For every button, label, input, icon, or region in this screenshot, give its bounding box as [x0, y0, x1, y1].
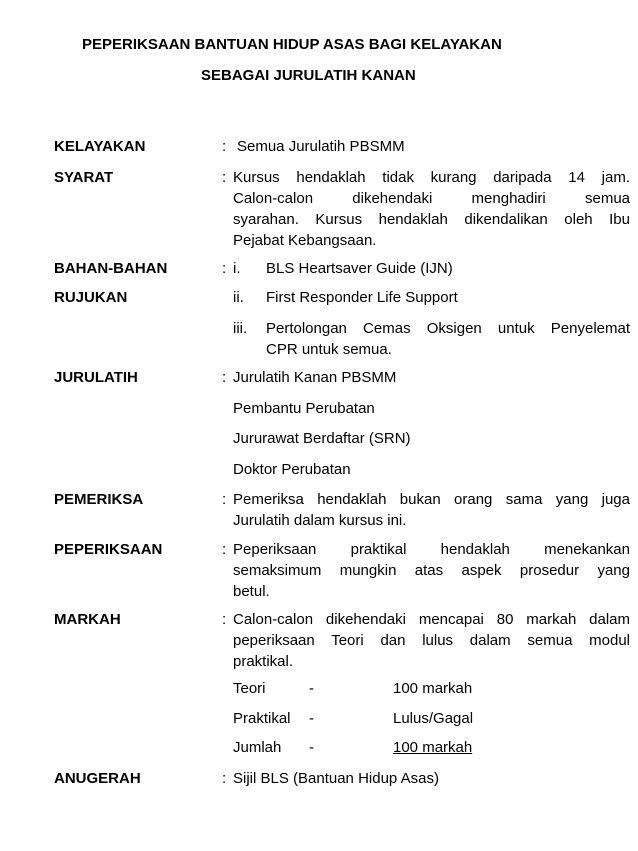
- bahan-item-text: First Responder Life Support: [266, 289, 458, 306]
- peperiksaan-line-2: semaksimum mungkin atas aspek prosedur yang: [233, 562, 630, 579]
- colon-kelayakan: :: [222, 138, 227, 155]
- colon-syarat: :: [222, 169, 227, 186]
- colon-peperiksaan: :: [222, 541, 227, 558]
- colon-markah: :: [222, 611, 227, 628]
- label-syarat: SYARAT: [54, 169, 114, 186]
- value-syarat: [233, 167, 630, 251]
- value-anugerah: Sijil BLS (Bantuan Hidup Asas): [233, 770, 439, 787]
- markah-line-3: praktikal.: [233, 653, 294, 670]
- markah-row-name: Teori: [233, 680, 266, 697]
- markah-total-value: 100 markah: [393, 739, 473, 756]
- label-pemeriksa: PEMERIKSA: [54, 491, 144, 508]
- document-title-line-1: PEPERIKSAAN BANTUAN HIDUP ASAS BAGI KELAYAKAN: [82, 36, 502, 53]
- peperiksaan-line-1: Peperiksaan praktikal hendaklah menekankan: [233, 541, 630, 558]
- pemeriksa-line-1: Pemeriksa hendaklah bukan orang sama yang juga: [233, 491, 630, 508]
- jurulatih-item: Pembantu Perubatan: [233, 400, 375, 417]
- bahan-item-line: Pertolongan Cemas Oksigen untuk Penyelemat: [266, 320, 630, 337]
- syarat-line-3: syarahan. Kursus hendaklah dikendalikan oleh Ibu: [233, 211, 630, 228]
- syarat-line-1: Kursus hendaklah tidak kurang daripada 14 jam.: [233, 169, 630, 186]
- syarat-line-4: Pejabat Kebangsaan.: [233, 232, 377, 249]
- colon-pemeriksa: :: [222, 491, 227, 508]
- colon-jurulatih: :: [222, 369, 227, 386]
- syarat-line-2: Calon-calon dikehendaki menghadiri semua: [233, 190, 630, 207]
- value-kelayakan: Semua Jurulatih PBSMM: [237, 138, 405, 155]
- value-pemeriksa: [233, 489, 630, 531]
- markah-line-2: peperiksaan Teori dan lulus dalam semua modul: [233, 632, 630, 649]
- markah-line-1: Calon-calon dikehendaki mencapai 80 markah dalam: [233, 611, 630, 628]
- label-markah: MARKAH: [54, 611, 121, 628]
- label-kelayakan: KELAYAKAN: [54, 138, 146, 155]
- markah-row-value: 100 markah: [393, 680, 473, 697]
- jurulatih-item: Jurulatih Kanan PBSMM: [233, 369, 397, 386]
- document-title-line-2: SEBAGAI JURULATIH KANAN: [201, 67, 416, 84]
- markah-row-dash: -: [309, 710, 314, 727]
- markah-row-name: Jumlah: [233, 739, 282, 756]
- markah-row-dash: -: [309, 739, 314, 756]
- bahan-item-text: BLS Heartsaver Guide (IJN): [266, 260, 453, 277]
- label-anugerah: ANUGERAH: [54, 770, 141, 787]
- markah-row-name: Praktikal: [233, 710, 291, 727]
- jurulatih-item: Jururawat Berdaftar (SRN): [233, 430, 411, 447]
- pemeriksa-line-2: Jurulatih dalam kursus ini.: [233, 512, 407, 529]
- label-bahan-bahan: BAHAN-BAHAN: [54, 260, 168, 277]
- value-peperiksaan: [233, 539, 630, 602]
- value-markah: [233, 609, 630, 672]
- colon-bahan: :: [222, 260, 227, 277]
- bahan-item-number: ii.: [233, 289, 244, 306]
- bahan-item-line: CPR untuk semua.: [266, 341, 392, 358]
- bahan-item-number: i.: [233, 260, 241, 277]
- label-jurulatih: JURULATIH: [54, 369, 138, 386]
- peperiksaan-line-3: betul.: [233, 583, 270, 600]
- label-peperiksaan: PEPERIKSAAN: [54, 541, 163, 558]
- bahan-item-number: iii.: [233, 320, 248, 337]
- label-rujukan: RUJUKAN: [54, 289, 128, 306]
- markah-row-dash: -: [309, 680, 314, 697]
- colon-anugerah: :: [222, 770, 227, 787]
- jurulatih-item: Doktor Perubatan: [233, 461, 351, 478]
- bahan-item-text: [266, 318, 630, 360]
- markah-row-value: Lulus/Gagal: [393, 710, 474, 727]
